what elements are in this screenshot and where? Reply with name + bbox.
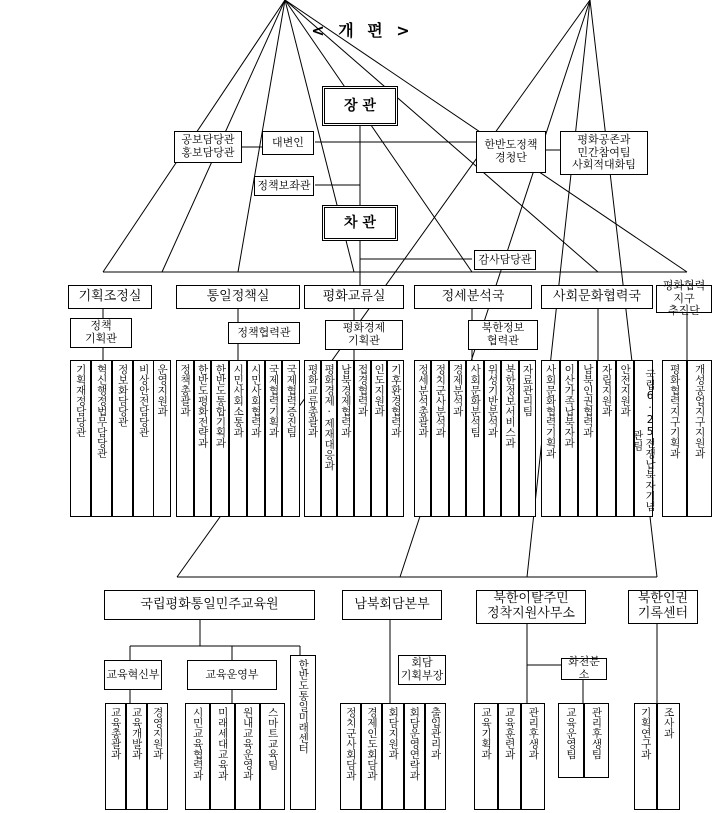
future-center-box-label: 한반도통일미래센터: [297, 659, 310, 754]
talks-sub-box: 회담 기획부장: [398, 655, 446, 685]
policy-aide-box: 정책보좌관: [254, 176, 314, 196]
spokesperson-box: 대변인: [262, 131, 314, 155]
exchange-sub-box: 평화경제 기획관: [325, 320, 403, 350]
culture-unit-1: [560, 360, 579, 517]
unification-unit-3-label: 시민사회소통과: [232, 364, 245, 438]
peninsula-teams-box: 평화공존과 민간참여팀 사회적대화팀: [560, 131, 648, 175]
innovation-unit-1-label: 교육개발과: [130, 707, 143, 760]
analysis-division: 정세분석국: [414, 285, 532, 309]
zone-unit-0-label: 평화협력지구기획과: [668, 364, 681, 459]
innovation-unit-2: [147, 703, 168, 810]
settlement-unit-0-label: 교육기획과: [480, 707, 493, 760]
analysis-sub-box: 북한정보 협력관: [468, 320, 538, 350]
culture-unit-0-label: 사회문화협력기획과: [544, 364, 557, 459]
peninsula-guard-box: 한반도정책 경청단: [476, 131, 546, 173]
culture-unit-0: [541, 360, 560, 517]
talks-unit-3: [404, 703, 425, 810]
innovation-unit-0: [105, 703, 126, 810]
culture-unit-1-label: 이산가족납북자과: [563, 364, 576, 448]
unification-unit-6-label: 국제협력증진팀: [285, 364, 298, 438]
branch-unit-0-label: 교육운영팀: [564, 707, 577, 760]
operations-unit-1: [210, 703, 235, 810]
institute-box: 국립평화통일민주교육원: [104, 590, 315, 620]
unification-unit-6: [282, 360, 300, 517]
talks-unit-4-label: 출입관리과: [429, 707, 442, 760]
operations-unit-3: [260, 703, 285, 810]
operation-support-box-label: 운영지원과: [156, 364, 169, 417]
zone-unit-0: [662, 360, 687, 517]
exchange-unit-5-label: 기후환경협력과: [389, 364, 402, 438]
rights-unit-1-label: 조사과: [662, 707, 675, 739]
page-title: < 개 편 >: [311, 21, 414, 40]
exchange-unit-3-label: 접경협력과: [356, 364, 369, 417]
planning-unit-2-label: 정보화담당관: [116, 364, 129, 427]
unification-unit-4-label: 시민사회협력과: [249, 364, 262, 438]
culture-unit-2: [578, 360, 597, 517]
analysis-unit-4-label: 위성기반분석과: [486, 364, 499, 438]
culture-unit-4-label: 안전지원과: [619, 364, 632, 417]
unification-division: 통일정책실: [176, 285, 300, 309]
exchange-unit-1-label: 평화경제·제재대응과: [323, 364, 336, 471]
innovation-dept: 교육혁신부: [104, 660, 162, 690]
talks-unit-2-label: 회담지원과: [387, 707, 400, 760]
operations-unit-0-label: 시민교육협력과: [191, 707, 204, 781]
rights-unit-0: [634, 703, 657, 810]
branch-unit-0: [558, 703, 584, 778]
planning-unit-3: [133, 360, 154, 517]
rights-box: 북한인권 기록센터: [628, 590, 698, 624]
branch-box: 화천분소: [561, 658, 607, 680]
exchange-unit-0: [304, 360, 321, 517]
talks-unit-3-label: 회담운영연락과: [408, 707, 421, 781]
innovation-unit-0-label: 교육총괄과: [109, 707, 122, 760]
unification-unit-5-label: 국제협력기획과: [267, 364, 280, 438]
exchange-unit-1: [321, 360, 338, 517]
culture-unit-3-label: 자립지원과: [600, 364, 613, 417]
analysis-unit-1: [431, 360, 448, 517]
analysis-unit-6: [519, 360, 536, 517]
culture-unit-3: [597, 360, 616, 517]
operations-unit-1-label: 미래세대교육과: [216, 707, 229, 781]
planning-unit-1: [91, 360, 112, 517]
rights-unit-1: [657, 703, 680, 810]
planning-sub-box: 정책 기획관: [70, 318, 132, 348]
planning-unit-2: [112, 360, 133, 517]
analysis-unit-1-label: 정치군사분석과: [434, 364, 447, 438]
operations-dept: 교육운영부: [187, 660, 277, 690]
planning-unit-3-label: 비상안전담당관: [137, 364, 150, 438]
settlement-unit-1-label: 교육훈련과: [503, 707, 516, 760]
settlement-unit-2: [521, 703, 545, 810]
operations-unit-2: [235, 703, 260, 810]
analysis-unit-2-label: 경제분석과: [451, 364, 464, 417]
culture-unit-5-label: 국립6·25전쟁납북자기념관팀: [631, 368, 657, 512]
unification-unit-1-label: 한반도평화전략과: [196, 364, 209, 448]
branch-unit-1: [584, 703, 610, 778]
talks-unit-0-label: 정치군사회담과: [344, 707, 357, 781]
unification-unit-4: [247, 360, 265, 517]
exchange-unit-2: [337, 360, 354, 517]
future-center-box: [290, 655, 316, 810]
operations-unit-2-label: 원내교육운영과: [241, 707, 254, 781]
culture-unit-5: [631, 360, 657, 517]
unification-unit-5: [265, 360, 283, 517]
unification-unit-2-label: 한반도통합기획과: [214, 364, 227, 448]
exchange-unit-3: [354, 360, 371, 517]
zone-unit-1: [687, 360, 712, 517]
branch-unit-1-label: 관리후생팀: [590, 707, 603, 760]
analysis-unit-0-label: 정세분석총괄과: [416, 364, 429, 438]
exchange-unit-4-label: 인도지원과: [373, 364, 386, 417]
exchange-unit-0-label: 평화교류총괄과: [306, 364, 319, 438]
analysis-unit-3: [466, 360, 483, 517]
zone-division: 평화협력지구 추진단: [656, 285, 712, 313]
culture-unit-2-label: 남북인권협력과: [581, 364, 594, 438]
analysis-unit-0: [414, 360, 431, 517]
analysis-unit-5: [501, 360, 518, 517]
settlement-unit-1: [498, 703, 522, 810]
planning-unit-0-label: 기획재정담당관: [74, 364, 87, 438]
unification-unit-0-label: 정책총괄과: [179, 364, 192, 417]
planning-unit-0: [70, 360, 91, 517]
settlement-unit-0: [474, 703, 498, 810]
talks-box: 남북회담본부: [342, 590, 442, 620]
analysis-unit-5-label: 북한정보서비스과: [504, 364, 517, 448]
analysis-unit-4: [484, 360, 501, 517]
zone-unit-1-label: 개성공업지구지원과: [693, 364, 706, 459]
vice-minister-box: 차 관: [322, 205, 398, 241]
innovation-unit-2-label: 경영지원과: [151, 707, 164, 760]
exchange-division: 평화교류실: [304, 285, 404, 309]
rights-unit-0-label: 기획연구과: [639, 707, 652, 760]
operations-unit-3-label: 스마트교육팀: [266, 707, 279, 770]
unification-unit-3: [229, 360, 247, 517]
unification-unit-0: [176, 360, 194, 517]
exchange-unit-5: [387, 360, 404, 517]
talks-unit-1: [361, 703, 382, 810]
audit-box: 감사담당관: [474, 250, 536, 270]
settlement-unit-2-label: 관리후생과: [527, 707, 540, 760]
unification-unit-2: [211, 360, 229, 517]
unification-sub-box: 정책협력관: [228, 322, 300, 344]
innovation-unit-1: [126, 703, 147, 810]
settlement-box: 북한이탈주민 정착지원사무소: [476, 590, 586, 624]
analysis-unit-2: [449, 360, 466, 517]
culture-division: 사회문화협력국: [541, 285, 653, 309]
exchange-unit-4: [371, 360, 388, 517]
planning-division: 기획조정실: [68, 285, 152, 309]
talks-unit-0: [340, 703, 361, 810]
operation-support-box: [153, 360, 171, 517]
exchange-unit-2-label: 남북경제협력과: [339, 364, 352, 438]
planning-unit-1-label: 혁신행정법무담당관: [95, 364, 108, 459]
operations-unit-0: [185, 703, 210, 810]
talks-unit-2: [382, 703, 403, 810]
talks-unit-4: [425, 703, 446, 810]
unification-unit-1: [194, 360, 212, 517]
analysis-unit-3-label: 사회문화분석팀: [469, 364, 482, 438]
analysis-unit-6-label: 자료관리팀: [521, 364, 534, 417]
talks-unit-1-label: 경제인도회담과: [365, 707, 378, 781]
pr-officers-box: 공보담당관 홍보담당관: [174, 131, 242, 163]
minister-box: 장 관: [322, 86, 398, 126]
